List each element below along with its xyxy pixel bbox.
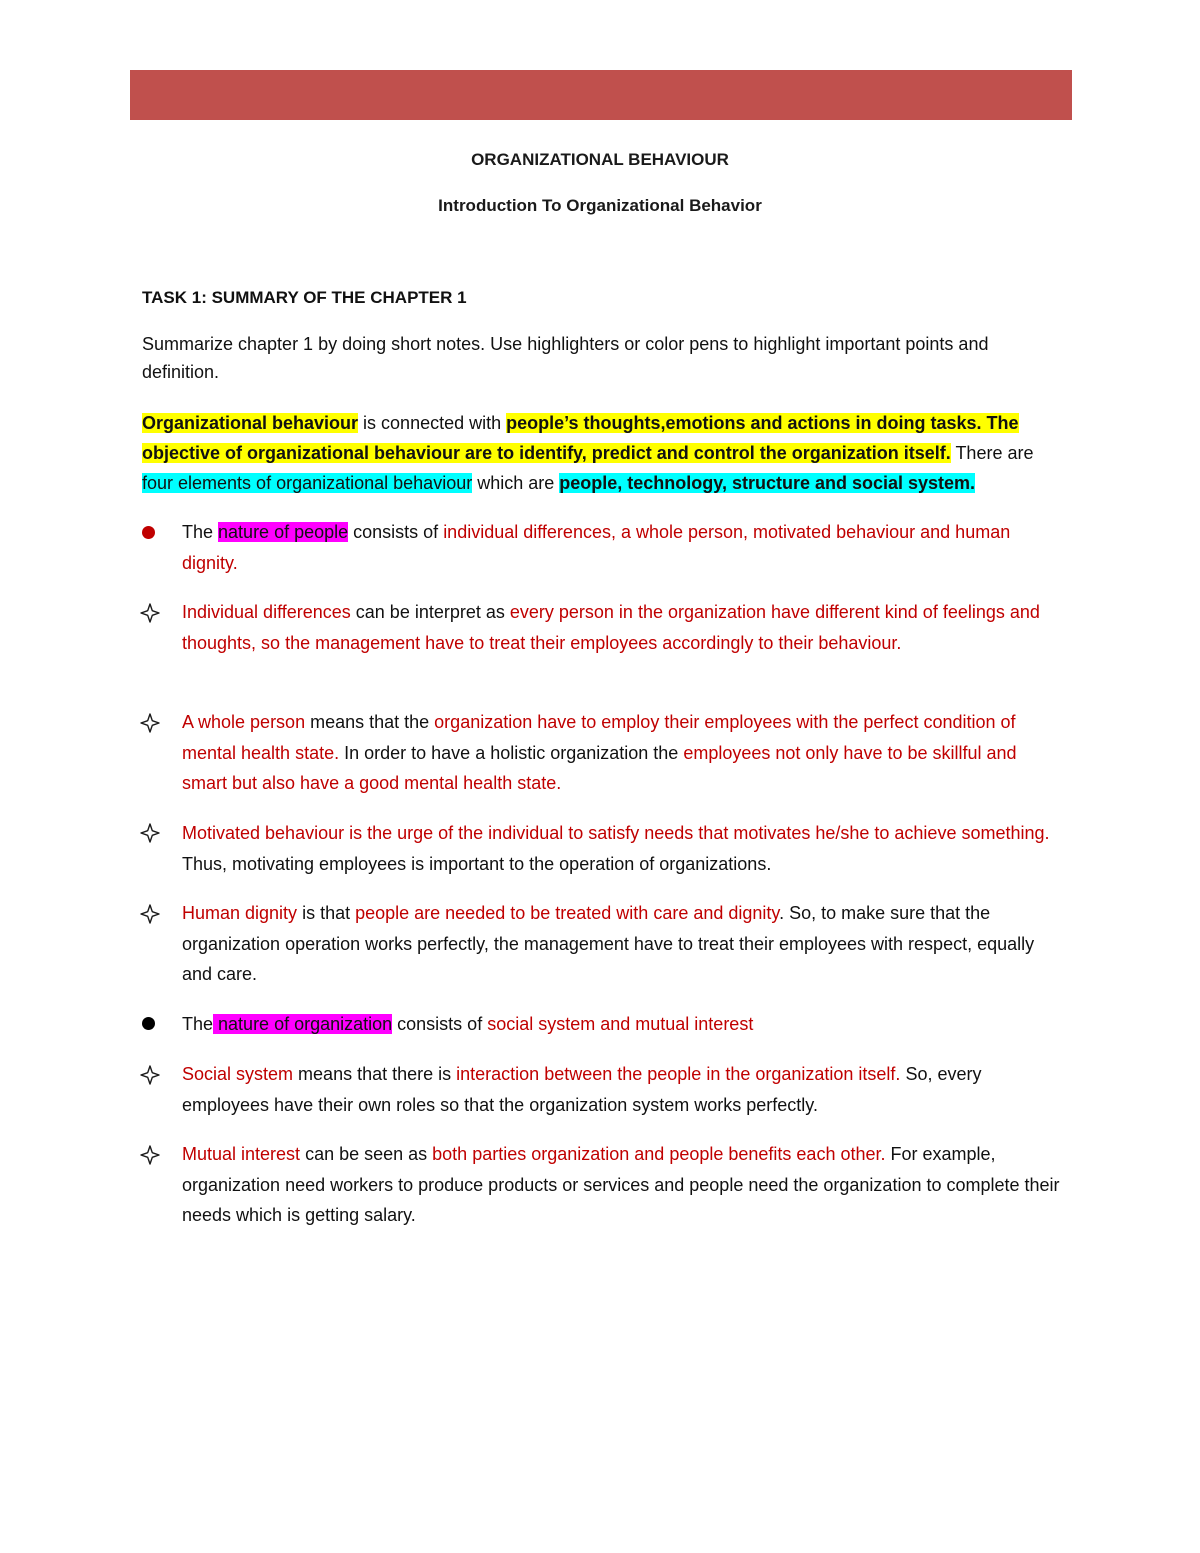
star-outline-icon <box>140 1145 160 1165</box>
list-item-mutual-interest: Mutual interest can be seen as both parties organization and people benefits each other. For example, organization need workers to produce products or services and people need the organization to complete their needs which is getting salary. <box>182 1144 1060 1225</box>
list-item-whole-person: A whole person means that the organization have to employ their employees with the perfect condition of mental health state. In order to have a holistic organization the employees not only have to be skillful and smart but also have a good mental health state. <box>182 712 1017 793</box>
star-outline-icon <box>140 823 160 843</box>
list-item-human-dignity: Human dignity is that people are needed to be treated with care and dignity. So, to make sure that the organization operation works perfectly, the management have to treat their employees with respect, equally and care. <box>182 903 1035 984</box>
intro-paragraph: Organizational behaviour is connected with people’s thoughts,emotions and actions in doing tasks. The objective of organizational behaviour are to identify, predict and control the organization itself. There are four elements of organizational behaviour which are people, technology, structure and social system. <box>142 413 1034 493</box>
intro-definition: people’s thoughts,emotions and actions in doing tasks. The objective of organizational behaviour are to identify, predict and control the organization itself. <box>142 413 1019 463</box>
intro-elements-list: people, technology, structure and social system. <box>559 473 976 493</box>
intro-term: Organizational behaviour <box>142 413 359 433</box>
star-outline-icon <box>140 603 160 623</box>
list-item-social-system: Social system means that there is interaction between the people in the organization itself. So, every employees have their own roles so that the organization system works perfectly. <box>182 1064 982 1115</box>
list-item-individual-differences: Individual differences can be interpret as every person in the organization have different kind of feelings and thoughts, so the management have to treat their employees accordingly to their behaviour. <box>182 602 1040 653</box>
document-title: ORGANIZATIONAL BEHAVIOUR <box>471 150 729 169</box>
task-heading: TASK 1: SUMMARY OF THE CHAPTER 1 <box>142 288 467 307</box>
document-subtitle: Introduction To Organizational Behavior <box>438 196 762 215</box>
bullet-dot-icon <box>142 1017 155 1030</box>
list-item-nature-of-people: The nature of people consists of individual differences, a whole person, motivated behaviour and human dignity. <box>182 522 1011 573</box>
bullet-dot-icon <box>142 526 155 539</box>
highlight-nature-of-organization: nature of organization <box>213 1014 393 1034</box>
list-item-nature-of-organization: The nature of organization consists of social system and mutual interest <box>182 1014 754 1034</box>
star-outline-icon <box>140 1065 160 1085</box>
star-outline-icon <box>140 713 160 733</box>
task-instruction: Summarize chapter 1 by doing short notes. Use highlighters or color pens to highlight important points and definition. <box>142 334 989 382</box>
list-item-motivated-behaviour: Motivated behaviour is the urge of the individual to satisfy needs that motivates he/she to achieve something. Thus, motivating employees is important to the operation of organizations. <box>182 823 1050 874</box>
highlight-nature-of-people: nature of people <box>218 522 349 542</box>
star-outline-icon <box>140 904 160 924</box>
intro-elements-term: four elements of organizational behaviour <box>142 473 473 493</box>
header-banner <box>130 70 1072 120</box>
